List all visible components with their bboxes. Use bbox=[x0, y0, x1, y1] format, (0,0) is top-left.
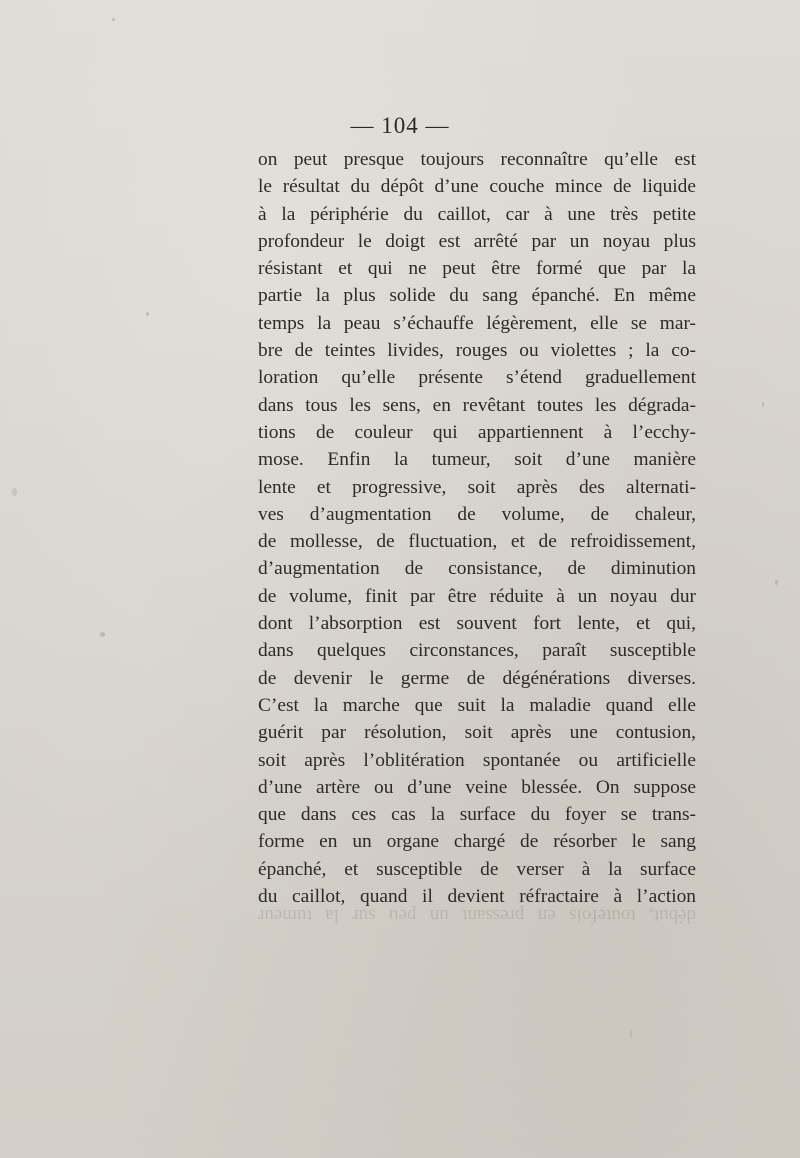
text-line: profondeur le doigt est arrêté par un noyau plus bbox=[258, 230, 696, 252]
paper-speck bbox=[146, 312, 149, 316]
text-line: partie la plus solide du sang épanché. En même bbox=[258, 285, 696, 307]
text-line: dans tous les sens, en revêtant toutes les dégrada- bbox=[258, 394, 696, 416]
text-line: dont l’absorption est souvent fort lente, et qui, bbox=[258, 613, 696, 635]
text-line: temps la peau s’échauffe légèrement, elle se mar- bbox=[258, 312, 696, 334]
text-line: le résultat du dépôt d’une couche mince de liquide bbox=[258, 176, 696, 198]
text-line: de devenir le germe de dégénérations diverses. bbox=[258, 667, 696, 689]
text-line: C’est la marche que suit la maladie quand elle bbox=[258, 694, 696, 716]
text-line: de volume, finit par être réduite à un noyau dur bbox=[258, 585, 696, 607]
text-line: ves d’augmentation de volume, de chaleur, bbox=[258, 503, 696, 525]
text-line: d’une artère ou d’une veine blessée. On suppose bbox=[258, 776, 696, 798]
text-line: du caillot, quand il devient réfractaire à l’action bbox=[258, 886, 696, 908]
text-line: soit après l’oblitération spontanée ou artificielle bbox=[258, 749, 696, 771]
body-text bbox=[258, 146, 696, 910]
text-line: que dans ces cas la surface du foyer se trans- bbox=[258, 804, 696, 826]
bleed-through-text: début, toutefois en pressant un peu sur la tumeur bbox=[258, 905, 696, 926]
text-line: épanché, et susceptible de verser à la surface bbox=[258, 858, 696, 880]
text-line: mose. Enfin la tumeur, soit d’une manière bbox=[258, 449, 696, 471]
paper-speck bbox=[100, 632, 105, 637]
paper-speck bbox=[630, 1030, 632, 1038]
paper-speck bbox=[775, 580, 778, 585]
text-line: lente et progressive, soit après des alternati- bbox=[258, 476, 696, 498]
text-line: loration qu’elle présente s’étend graduellement bbox=[258, 367, 696, 389]
page-number: — 104 — bbox=[350, 113, 450, 138]
paper-speck bbox=[112, 18, 115, 21]
paper-speck bbox=[762, 402, 764, 407]
text-line: on peut presque toujours reconnaître qu’elle est bbox=[258, 149, 696, 170]
text-line: tions de couleur qui appartiennent à l’ecchy- bbox=[258, 421, 696, 443]
text-line: bre de teintes livides, rouges ou violettes ; la co- bbox=[258, 340, 696, 362]
text-line: dans quelques circonstances, paraît susceptible bbox=[258, 640, 696, 662]
text-line: d’augmentation de consistance, de diminution bbox=[258, 558, 696, 580]
paper-speck bbox=[12, 488, 17, 496]
text-line: guérit par résolution, soit après une contusion, bbox=[258, 722, 696, 744]
text-line: résistant et qui ne peut être formé que par la bbox=[258, 258, 696, 280]
text-line: de mollesse, de fluctuation, et de refroidissement, bbox=[258, 531, 696, 553]
text-line: à la périphérie du caillot, car à une très petite bbox=[258, 203, 696, 225]
text-line: forme en un organe chargé de résorber le sang bbox=[258, 831, 696, 853]
